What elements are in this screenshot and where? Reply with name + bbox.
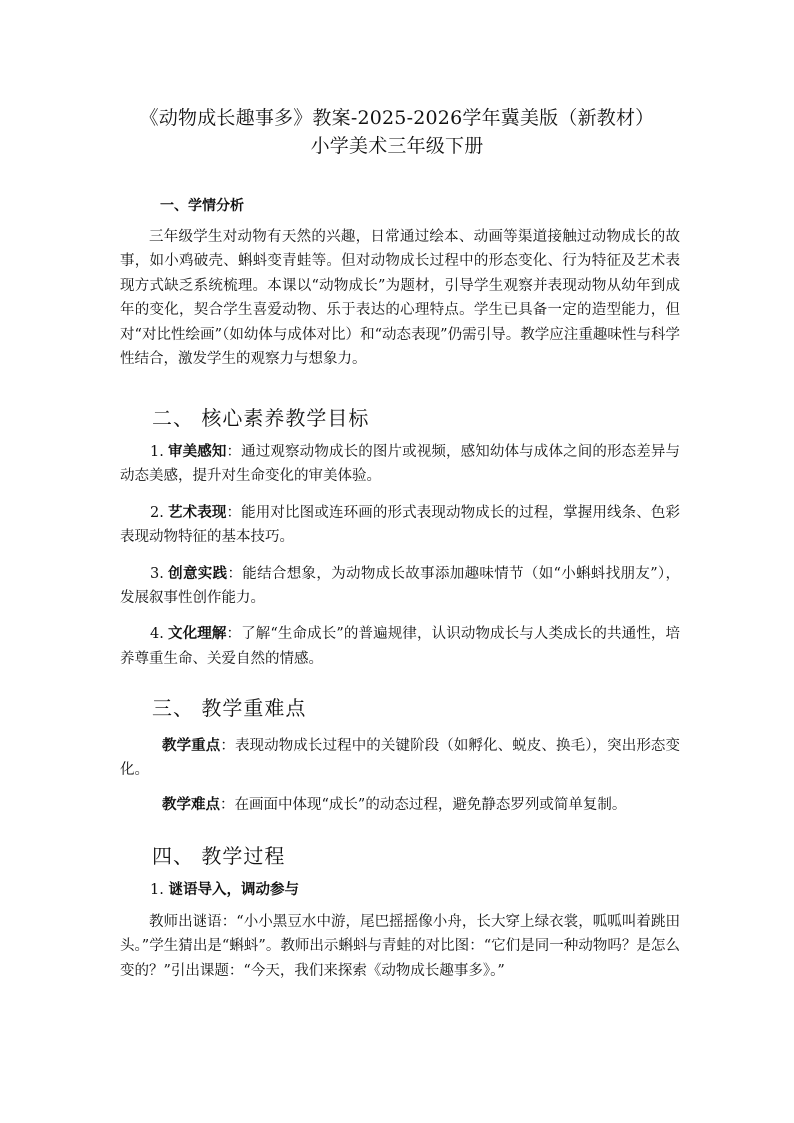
section1-heading: 一、学情分析 <box>160 198 244 214</box>
goal-item <box>120 440 680 489</box>
section1-body: 三年级学生对动物有天然的兴趣，日常通过绘本、动画等渠道接触过动物成长的故事，如小鸡破壳、蝌蚪变青蛙等。但对动物成长过程中的形态变化、行为特征及艺术表现方式缺乏系统梳理。本课以“动物成长”为题材，引导学生观察并表现动物从幼年到成年的变化，契合学生喜爱动物、乐于表达的心理特点。学生已具备一定的造型能力，但对“对比性绘画”（如幼体与成体对比）和“动态表现”仍需引导。教学应注重趣味性与科学性结合，激发学生的观察力与想象力。 <box>120 229 680 368</box>
goal-text: ：能用对比图或连环画的形式表现动物成长的过程，掌握用线条、色彩表现动物特征的基本技巧。 <box>120 504 681 546</box>
goal-item <box>120 562 680 611</box>
section2-heading: 二、 核心素养教学目标 <box>152 406 370 430</box>
goal-item <box>120 501 680 550</box>
step1-title: 谜语导入，调动参与 <box>168 882 299 898</box>
section3-heading: 三、 教学重难点 <box>152 696 307 720</box>
document-title-line1: 《动物成长趣事多》教案-2025-2026学年冀美版（新教材） <box>139 107 655 129</box>
goal-number: 1. <box>150 444 164 460</box>
step1-body: 教师出谜语：“小小黑豆水中游，尾巴摇摇像小舟，长大穿上绿衣裳，呱呱叫着跳田头。”学生猜出是“蝌蚪”。教师出示蝌蚪与青蛙的对比图：“它们是同一种动物吗？是怎么变的？”引出课题：“今天，我们来探索《动物成长趣事多》。” <box>120 914 680 979</box>
goal-number: 2. <box>150 504 164 521</box>
goal-key: 创意实践 <box>167 565 228 582</box>
goal-text: ：能结合想象，为动物成长故事添加趣味情节（如“小蝌蚪找朋友”），发展叙事性创作能力。 <box>120 565 680 607</box>
goal-key: 审美感知 <box>167 444 227 460</box>
goal-item <box>120 622 680 671</box>
difficulty-paragraph <box>120 793 680 817</box>
step1-number: 1. <box>150 882 164 898</box>
key-point-label: 教学重点 <box>162 738 221 754</box>
goal-text: ：通过观察动物成长的图片或视频，感知幼体与成体之间的形态差异与动态美感，提升对生命变化的审美体验。 <box>120 444 681 485</box>
document-title-line2: 小学美术三年级下册 <box>310 135 484 157</box>
section4-heading: 四、 教学过程 <box>152 844 286 868</box>
key-point-paragraph <box>120 734 680 783</box>
goal-key: 文化理解 <box>167 626 227 643</box>
goals-list <box>120 440 680 683</box>
goal-text: ：了解“生命成长”的普遍规律，认识动物成长与人类成长的共通性，培养尊重生命、关爱自然的情感。 <box>120 626 681 667</box>
key-point-text: ：表现动物成长过程中的关键阶段（如孵化、蜕皮、换毛），突出形态变化。 <box>120 738 681 779</box>
step1-heading <box>150 880 299 900</box>
difficulty-label: 教学难点 <box>162 797 220 813</box>
goal-number: 3. <box>150 565 164 582</box>
goal-number: 4. <box>150 626 164 643</box>
difficulty-text: ：在画面中体现“成长”的动态过程，避免静态罗列或简单复制。 <box>220 797 627 813</box>
goal-key: 艺术表现 <box>167 504 227 521</box>
